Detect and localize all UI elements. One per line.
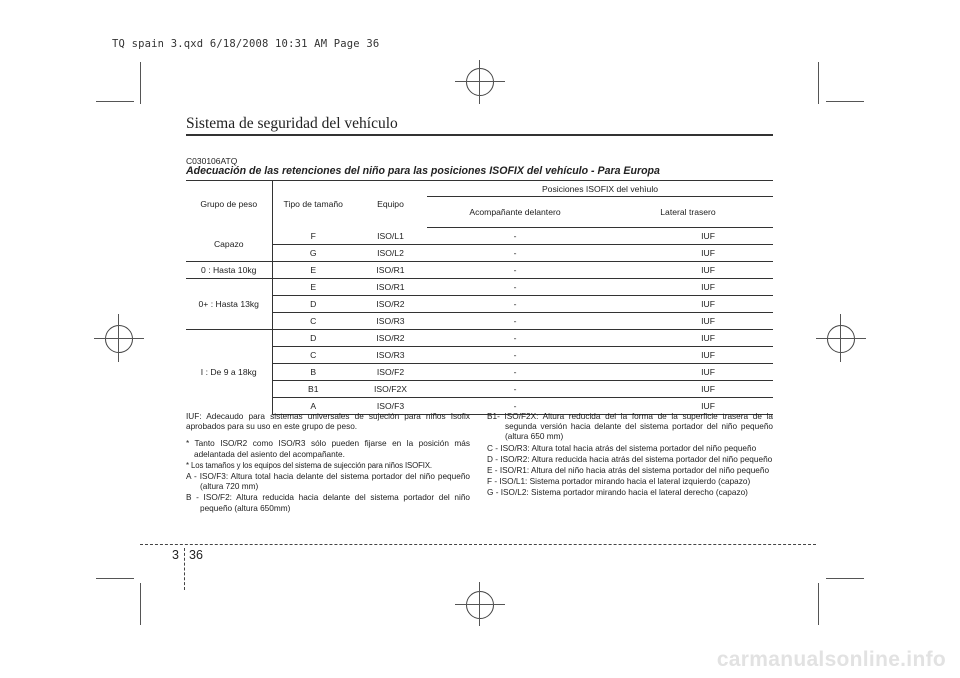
crop-mark (826, 101, 864, 102)
cell-tipo: D (272, 296, 354, 313)
crop-mark (140, 583, 141, 625)
note-definition: C - ISO/R3: Altura total hacia atrás del sistema portador del niño pequeño (487, 443, 757, 453)
cell-tipo: C (272, 313, 354, 330)
cell-lateral: IUF (603, 313, 773, 330)
note-definition: A - ISO/F3: Altura total hacia delante del sistema portador del niño pequeño (altura 720 mm) (186, 472, 470, 492)
table-heading: Adecuación de las retenciones del niño para las posiciones ISOFIX del vehículo - Para Europa (186, 165, 660, 177)
table-row (186, 262, 773, 279)
note-definition: B - ISO/F2: Altura reducida hacia delante del sistema portador del niño pequeño (altura 650mm) (186, 493, 470, 513)
isofix-table (186, 180, 773, 415)
cell-lateral: IUF (603, 364, 773, 381)
cell-tipo: C (272, 347, 354, 364)
cell-acompanante: - (427, 364, 603, 381)
cell-acompanante: - (427, 398, 603, 415)
group-hasta-10kg: 0 : Hasta 10kg (186, 262, 272, 279)
section-title: Sistema de seguridad del vehículo (186, 115, 398, 132)
note-definition: G - ISO/L2: Sistema portador mirando hacia el lateral derecho (capazo) (487, 488, 748, 498)
title-rule (186, 134, 773, 136)
note-definition: D - ISO/R2: Altura reducida hacia atrás del sistema portador del niño pequeño (487, 454, 773, 464)
note-iuf: IUF: Adecaudo para sistemas universales de sujeción para niños Isofix aprobados para su uso en este grupo de peso. (186, 412, 470, 432)
cell-lateral: IUF (603, 330, 773, 347)
cell-acompanante: - (427, 313, 603, 330)
crop-mark (140, 62, 141, 104)
header-lateral: Lateral trasero (603, 197, 773, 228)
cell-equipo: ISO/F2 (354, 364, 427, 381)
cell-tipo: F (310, 230, 316, 241)
group-hasta-13kg: 0+ : Hasta 13kg (186, 279, 272, 330)
note-asterisk: * Tanto ISO/R2 como ISO/R3 sólo pueden fijarse en la posición más adelantada del asiento del acompañante. (186, 439, 470, 459)
cell-equipo: ISO/F3 (354, 398, 427, 415)
table-row (186, 296, 773, 313)
crop-mark (818, 583, 819, 625)
cell-equipo: ISO/R1 (354, 279, 427, 296)
cell-tipo: B1 (272, 381, 354, 398)
page-number: 36 (189, 548, 203, 562)
note-definition: B1- ISO/F2X: Altura reducida del la forma de la superficie trasera de la segunda versión hacia delante del sistema portador del niño pequeño (altura 650 mm) (487, 412, 773, 442)
cell-equipo: ISO/R2 (354, 330, 427, 347)
note-asterisk: * Los tamaños y los equipos del sistema de sujección para niños ISOFIX. (186, 460, 432, 470)
cell-equipo: ISO/F2X (354, 381, 427, 398)
cell-tipo: G (272, 245, 354, 262)
cell-equipo: ISO/L1 (377, 230, 404, 241)
cell-equipo: ISO/R3 (354, 347, 427, 364)
header-grupo: Grupo de peso (186, 181, 272, 228)
group-9-18kg: I : De 9 a 18kg (186, 330, 272, 415)
table-row (186, 381, 773, 398)
crop-mark (826, 578, 864, 579)
cell-acompanante: - (427, 262, 603, 279)
cell-equipo: ISO/R2 (354, 296, 427, 313)
cell-tipo: A (272, 398, 354, 415)
table-row (186, 364, 773, 381)
cell-acompanante: - (427, 279, 603, 296)
cell-equipo: ISO/R1 (354, 262, 427, 279)
footer-rule (140, 544, 816, 545)
header-acompanante: Acompañante delantero (427, 197, 603, 228)
header-posiciones: Posiciones ISOFIX del vehìulo (427, 181, 773, 197)
cell-acompanante: - (427, 245, 603, 262)
watermark: carmanualsonline.info (716, 648, 946, 671)
table-row (186, 347, 773, 364)
table-row (186, 228, 773, 245)
cell-lateral: IUF (603, 279, 773, 296)
cell-acompanante: - (513, 231, 517, 241)
print-slug: TQ spain 3.qxd 6/18/2008 10:31 AM Page 36 (112, 38, 380, 50)
cell-equipo: ISO/R3 (354, 313, 427, 330)
crop-mark (818, 62, 819, 104)
cell-equipo: ISO/L2 (354, 245, 427, 262)
notes-left (186, 412, 470, 515)
table-row (186, 330, 773, 347)
group-capazo: Capazo (186, 228, 272, 262)
header-tipo: Tipo de tamaño (272, 181, 354, 228)
cell-lateral: IUF (603, 296, 773, 313)
chapter-number: 3 (172, 548, 179, 562)
cell-tipo: D (272, 330, 354, 347)
table-row (186, 279, 773, 296)
cell-lateral: IUF (701, 231, 715, 241)
crop-mark (96, 101, 134, 102)
cell-acompanante: - (427, 381, 603, 398)
cell-lateral: IUF (603, 347, 773, 364)
cell-acompanante: - (427, 347, 603, 364)
cell-tipo: B (272, 364, 354, 381)
cell-lateral: IUF (603, 381, 773, 398)
cell-lateral: IUF (603, 262, 773, 279)
cell-acompanante: - (427, 330, 603, 347)
page-number-separator (184, 548, 185, 590)
header-equipo: Equipo (354, 181, 427, 228)
note-definition: E - ISO/R1: Altura del niño hacia atrás del sistema portador del niño pequeño (487, 466, 770, 476)
reference-code: C030106ATQ (186, 156, 238, 166)
cell-tipo: E (272, 262, 354, 279)
table-row (186, 245, 773, 262)
cell-tipo: E (272, 279, 354, 296)
cell-lateral: IUF (603, 245, 773, 262)
table-header-row (186, 181, 773, 197)
crop-mark (96, 578, 134, 579)
cell-acompanante: - (427, 296, 603, 313)
table-row (186, 313, 773, 330)
note-definition: F - ISO/L1: Sistema portador mirando hacia el lateral izquierdo (capazo) (487, 477, 751, 487)
cell-lateral: IUF (603, 398, 773, 415)
notes-right (487, 412, 773, 500)
